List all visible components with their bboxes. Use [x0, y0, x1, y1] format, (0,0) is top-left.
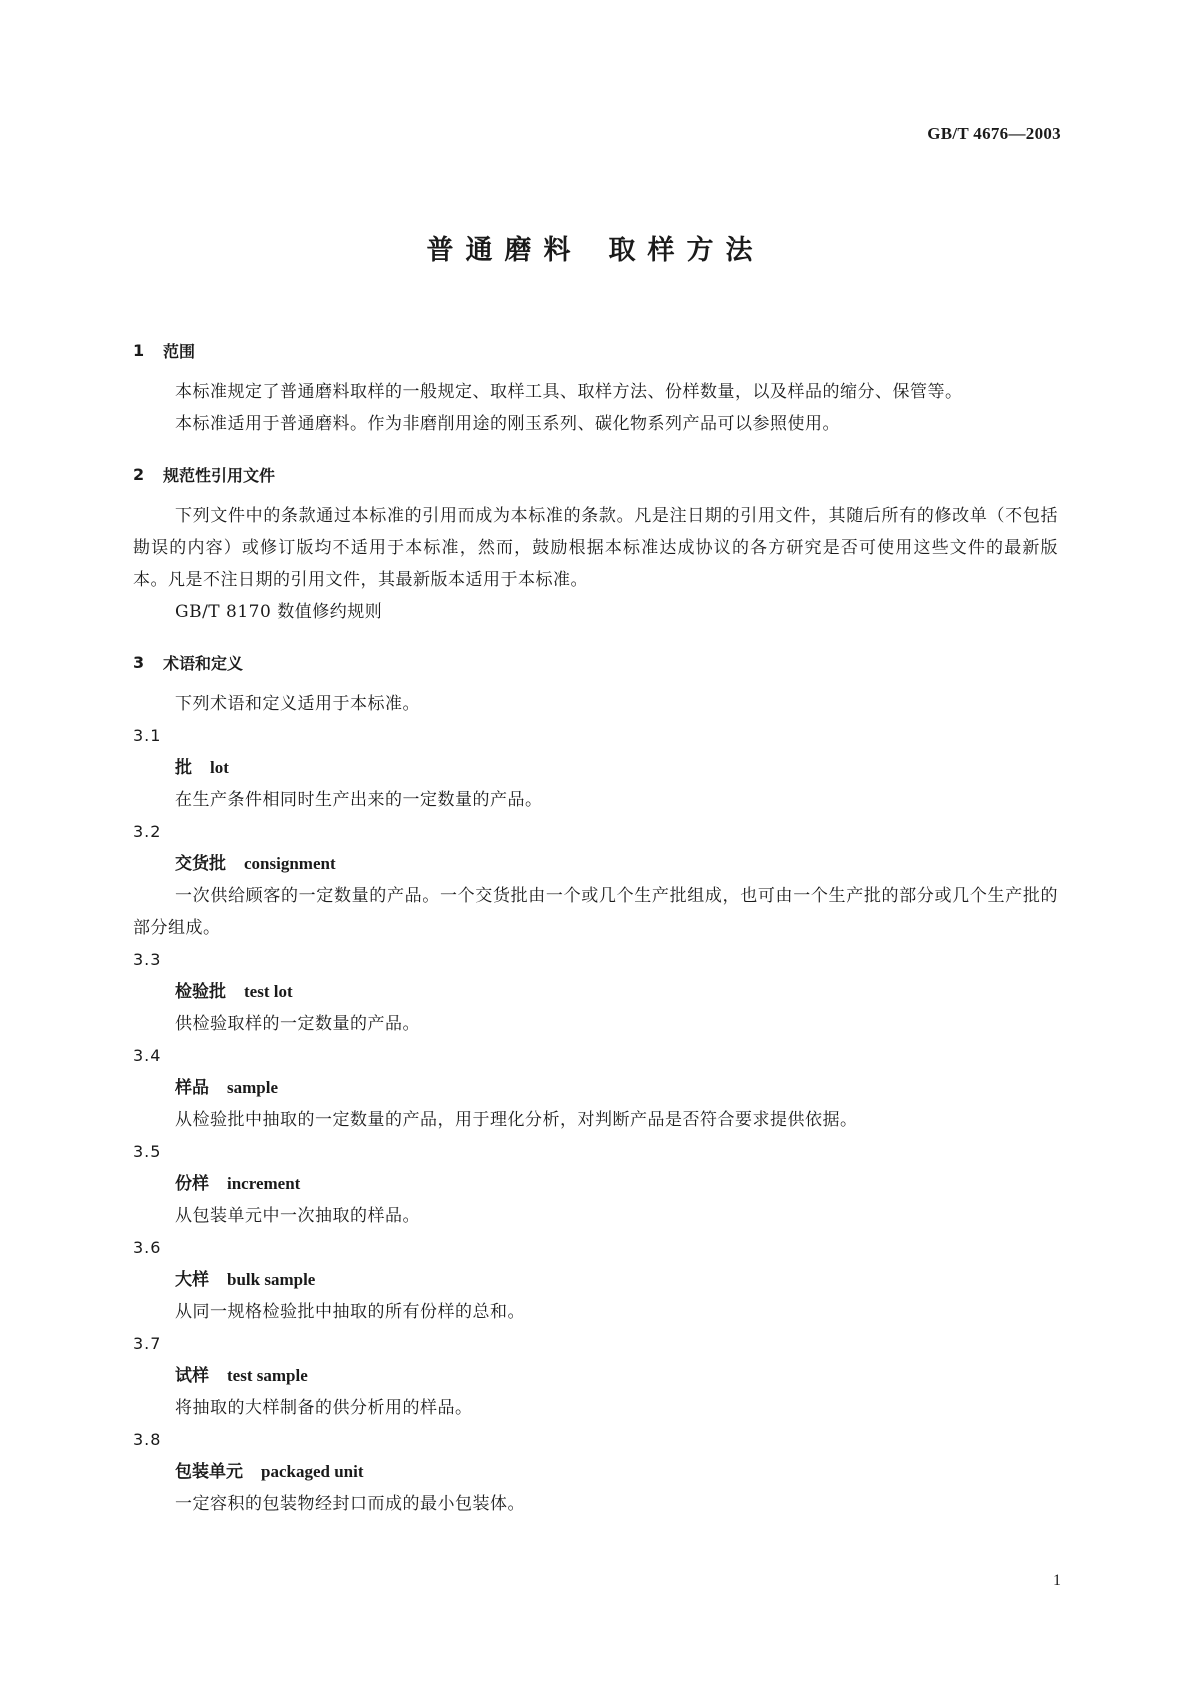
- section-title: 规范性引用文件: [163, 465, 276, 485]
- section-number: 3: [133, 652, 145, 672]
- term-number: 3.8: [133, 1430, 162, 1449]
- term-definition: 从同一规格检验批中抽取的所有份样的总和。: [175, 1302, 525, 1322]
- standard-number: GB/T 4676—2003: [927, 124, 1061, 143]
- paragraph: 下列术语和定义适用于本标准。: [175, 694, 420, 714]
- section-heading-normative-references: [133, 460, 1058, 488]
- term-heading: [133, 848, 1058, 880]
- term-definition: 将抽取的大样制备的供分析用的样品。: [175, 1398, 473, 1418]
- term-en: lot: [210, 758, 229, 777]
- paragraph: 下列文件中的条款通过本标准的引用而成为本标准的条款。凡是注日期的引用文件，其随后所有的修改单（不包括勘误的内容）或修订版均不适用于本标准，然而，鼓励根据本标准达成协议的各方研究是否可使用这些文件的最新版本。凡是不注日期的引用文件，其最新版本适用于本标准。: [133, 506, 1058, 590]
- term-definition: 一定容积的包装物经封口而成的最小包装体。: [175, 1494, 525, 1514]
- term-heading: [133, 1072, 1058, 1104]
- term-heading: [133, 976, 1058, 1008]
- term-definition: 一次供给顾客的一定数量的产品。一个交货批由一个或几个生产批组成，也可由一个生产批的部分或几个生产批的部分组成。: [133, 886, 1058, 938]
- term-definition: 供检验取样的一定数量的产品。: [175, 1014, 420, 1034]
- term-en: test sample: [227, 1366, 308, 1385]
- term-en: increment: [227, 1174, 301, 1193]
- paragraph: 本标准适用于普通磨料。作为非磨削用途的刚玉系列、碳化物系列产品可以参照使用。: [175, 414, 840, 434]
- term-number: 3.7: [133, 1334, 162, 1353]
- term-cn: 包装单元: [175, 1462, 243, 1482]
- term-en: test lot: [244, 982, 293, 1001]
- document-title: [0, 228, 1191, 267]
- term-cn: 份样: [175, 1174, 209, 1194]
- term-en: packaged unit: [261, 1462, 364, 1481]
- term-en: consignment: [244, 854, 336, 873]
- section-heading-terms-definitions: [133, 648, 1058, 676]
- term-number: 3.1: [133, 726, 162, 745]
- section-title: 术语和定义: [163, 653, 244, 673]
- term-heading: [133, 1456, 1058, 1488]
- section-number: 1: [133, 340, 145, 360]
- term-heading: [133, 1168, 1058, 1200]
- section-number: 2: [133, 464, 145, 484]
- term-definition: 从包装单元中一次抽取的样品。: [175, 1206, 420, 1226]
- title-part-2: 取样方法: [608, 235, 765, 266]
- term-en: sample: [227, 1078, 278, 1097]
- term-cn: 检验批: [175, 982, 226, 1002]
- term-number: 3.3: [133, 950, 162, 969]
- term-number: 3.5: [133, 1142, 162, 1161]
- term-cn: 批: [175, 758, 192, 778]
- reference-item: GB/T 8170 数值修约规则: [175, 602, 383, 622]
- term-cn: 试样: [175, 1366, 209, 1386]
- term-heading: [133, 752, 1058, 784]
- term-cn: 大样: [175, 1270, 209, 1290]
- term-en: bulk sample: [227, 1270, 316, 1289]
- term-definition: 从检验批中抽取的一定数量的产品，用于理化分析，对判断产品是否符合要求提供依据。: [175, 1110, 858, 1130]
- term-cn: 样品: [175, 1078, 209, 1098]
- term-definition: 在生产条件相同时生产出来的一定数量的产品。: [175, 790, 543, 810]
- title-part-1: 普通磨料: [426, 235, 583, 266]
- document-body: [133, 336, 1058, 1520]
- term-number: 3.6: [133, 1238, 162, 1257]
- page-number: 1: [1053, 1572, 1061, 1589]
- term-heading: [133, 1360, 1058, 1392]
- section-title: 范围: [163, 341, 196, 361]
- term-number: 3.4: [133, 1046, 162, 1065]
- term-cn: 交货批: [175, 854, 226, 874]
- paragraph: 本标准规定了普通磨料取样的一般规定、取样工具、取样方法、份样数量，以及样品的缩分、保管等。: [175, 382, 963, 402]
- term-heading: [133, 1264, 1058, 1296]
- term-number: 3.2: [133, 822, 162, 841]
- section-heading-scope: [133, 336, 1058, 364]
